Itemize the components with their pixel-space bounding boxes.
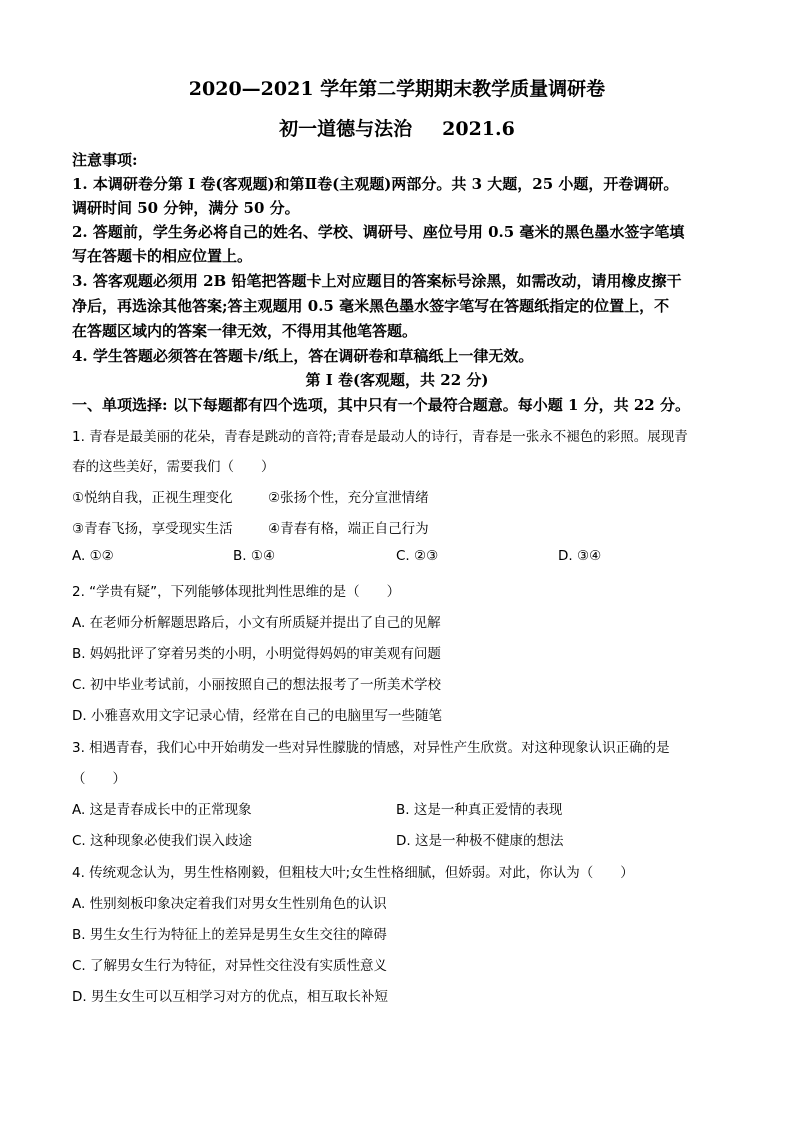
question-stem: 3. 相遇青春，我们心中开始萌发一些对异性朦胧的情感，对异性产生欣赏。对这种现象认识正确的是: [72, 740, 670, 756]
notice-line: 1. 本调研卷分第 I 卷(客观题)和第Ⅱ卷(主观题)两部分。共 3 大题，25 小题，开卷调研。: [72, 175, 679, 193]
choice-d: D. 小雅喜欢用文字记录心情，经常在自己的电脑里写一些随笔: [72, 708, 442, 724]
choice-b: B. ①④: [233, 548, 276, 564]
choice-c: C. ②③: [396, 548, 439, 564]
exam-date: 2021.6: [442, 118, 515, 140]
choice-a: A. ①②: [72, 548, 114, 564]
choice-c: C. 初中毕业考试前，小丽按照自己的想法报考了一所美术学校: [72, 677, 442, 693]
choice-a: A. 在老师分析解题思路后，小文有所质疑并提出了自己的见解: [72, 615, 441, 631]
question-stem: （ ）: [72, 771, 126, 787]
question-stem: 4. 传统观念认为，男生性格刚毅，但粗枝大叶;女生性格细腻，但娇弱。对此，你认为（ ）: [72, 865, 634, 881]
notice-line: 3. 答客观题必须用 2B 铅笔把答题卡上对应题目的答案标号涂黑，如需改动，请用橡皮擦干: [72, 272, 682, 290]
exam-subtitle: [0, 114, 794, 141]
choice-a: A. 这是青春成长中的正常现象: [72, 802, 252, 818]
notice-line: 写在答题卡的相应位置上。: [72, 247, 253, 265]
choice-c: C. 这种现象必使我们误入歧途: [72, 833, 253, 849]
notice-line: 调研时间 50 分钟，满分 50 分。: [72, 199, 300, 217]
statement: ①悦纳自我，正视生理变化: [72, 490, 233, 506]
notice-line: 4. 学生答题必须答在答题卡/纸上，答在调研卷和草稿纸上一律无效。: [72, 347, 534, 365]
statement: ③青春飞扬，享受现实生活: [72, 521, 233, 537]
choice-a: A. 性别刻板印象决定着我们对男女生性别角色的认识: [72, 896, 387, 912]
notice-heading: 注意事项:: [72, 151, 138, 169]
exam-title: 2020—2021 学年第二学期期末教学质量调研卷: [188, 78, 606, 100]
question-stem: 春的这些美好，需要我们（ ）: [72, 459, 275, 475]
choice-c: C. 了解男女生行为特征，对异性交往没有实质性意义: [72, 958, 388, 974]
choice-d: D. 这是一种极不健康的想法: [396, 833, 564, 849]
subject-name: 初一道德与法治: [279, 118, 413, 140]
question-stem: 1. 青春是最美丽的花朵，青春是跳动的音符;青春是最动人的诗行，青春是一张永不褪色的彩照。展现青: [72, 429, 688, 445]
choice-d: D. 男生女生可以互相学习对方的优点，相互取长补短: [72, 989, 388, 1005]
notice-line: 净后，再选涂其他答案;答主观题用 0.5 毫米黑色墨水签字笔写在答题纸指定的位置上，不: [72, 297, 670, 315]
section-title: 第 I 卷(客观题，共 22 分): [305, 371, 489, 389]
choice-b: B. 男生女生行为特征上的差异是男生女生交往的障碍: [72, 927, 387, 943]
notice-line: 在答题区域内的答案一律无效，不得用其他笔答题。: [72, 322, 418, 340]
choice-d: D. ③④: [558, 548, 602, 564]
choice-b: B. 这是一种真正爱情的表现: [396, 802, 563, 818]
notice-line: 2. 答题前，学生务必将自己的姓名、学校、调研号、座位号用 0.5 毫米的黑色墨水签字笔填: [72, 223, 685, 241]
choice-b: B. 妈妈批评了穿着另类的小明，小明觉得妈妈的审美观有问题: [72, 646, 441, 662]
statement: ④青春有格，端正自己行为: [268, 521, 429, 537]
question-stem: 2. “学贵有疑”，下列能够体现批判性思维的是（ ）: [72, 584, 401, 600]
statement: ②张扬个性，充分宣泄情绪: [268, 490, 429, 506]
section-instruction: 一、单项选择: 以下每题都有四个选项，其中只有一个最符合题意。每小题 1 分，共 22 分。: [72, 396, 690, 414]
